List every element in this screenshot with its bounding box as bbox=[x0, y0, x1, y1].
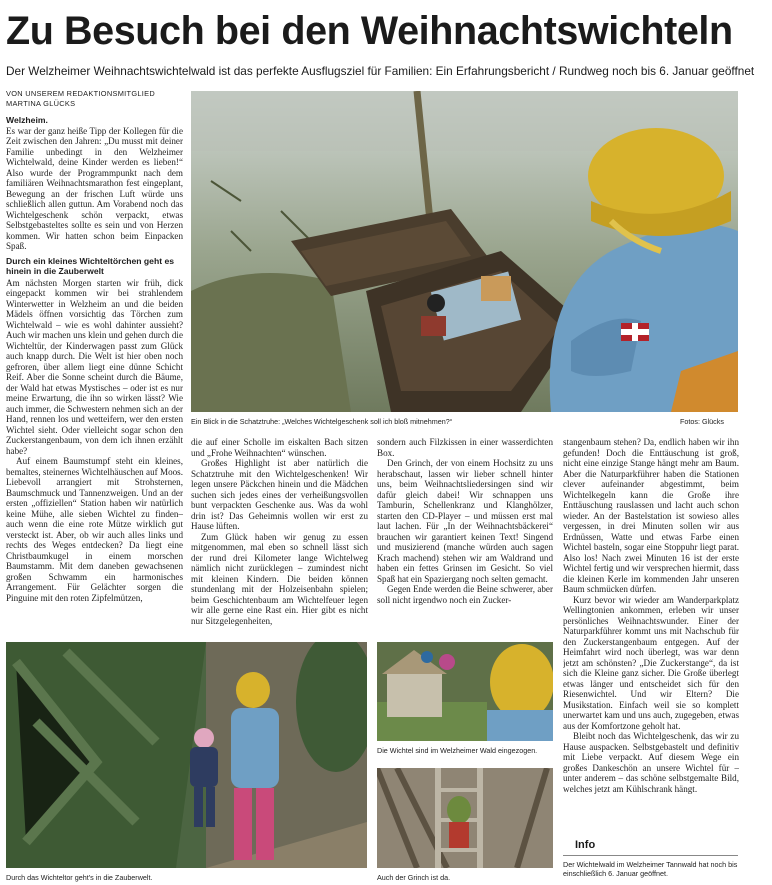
paragraph: stangenbaum stehen? Da, endlich haben wir ihn gefunden! Doch die Enttäuschung ist groß, nicht eine einzige Stange hängt mehr am Baum. Aber die Naturparkführer haben die Stationen clever aufeinander abgestimmt, beim Wichtelkegeln kann die Große ihre Enttäuschung rauslassen und lacht auch schon wieder. An der Bastelstation ist sowieso alles vergessen, in drei Minuten sollen wir aus Erdnüssen, Watte und etwas Farbe einen Wichtel basteln, sogar eine Stoppuhr liegt parat. Also los! Nach zwei Minuten 16 ist der erste Wichtel fertig und wir versprechen hiermit, dass die kleinen Kerle im kommenden Jahr unseren Baum schmücken dürfen. bbox=[563, 437, 739, 594]
dateline: Welzheim. bbox=[6, 115, 48, 125]
photo-wichtel-gate bbox=[6, 642, 367, 868]
wichtel-house-photo bbox=[377, 642, 553, 741]
paragraph: Großes Highlight ist aber natürlich die Schatztruhe mit den Wichtelgeschenken! Wir legen unsere Päckchen hinein und die Mädchen suchen sich jedes eines der verheißungsvollen bunt verpackten Geschenke aus. Was da wohl drin ist? Das Geheimnis wollen wir erst zu Hause lüften. bbox=[191, 458, 368, 531]
headline: Zu Besuch bei den Weihnachtswichteln bbox=[6, 9, 733, 53]
gate-photo-caption: Durch das Wichteltor geht’s in die Zauberwelt. bbox=[6, 873, 153, 882]
article-column-1 bbox=[6, 115, 183, 635]
paragraph: die auf einer Scholle im eiskalten Bach sitzen und „Frohe Weihnachten“ wünschen. bbox=[191, 437, 368, 458]
main-photo-caption: Ein Blick in die Schatztruhe: „Welches Wichtelgeschenk soll ich bloß mitnehmen?“ bbox=[191, 417, 453, 426]
info-heading: Info bbox=[563, 836, 738, 856]
wichtel-gate-photo bbox=[6, 642, 367, 868]
grinch-photo-caption: Auch der Grinch ist da. bbox=[377, 873, 451, 882]
paragraph: Es war der ganz heiße Tipp der Kollegen für die Zeit zwischen den Jahren: „Du musst mit deiner Familie unbedingt in den Welzheimer Wichtelwald, deine Kinder werden es lieben!“ Also wurde der Programmpunkt nach dem familiären Weihnachtsmarathon fest eingeplant, Bewegung an der frischen Luft würde uns schließlich allen guttun. Am Vorabend noch das Wichtelgeschenk schön verpackt, etwas Selbstgebasteltes sollte es sein und von Herzen kommen. Wir hatten schon beim Einpacken Spaß. bbox=[6, 125, 183, 251]
article-column-3 bbox=[377, 437, 553, 632]
main-photo-treasure-chest bbox=[191, 91, 738, 412]
subheading: Durch ein kleines Wichteltörchen geht es hinein in die Zauberwelt bbox=[6, 255, 175, 276]
photo-credit: Fotos: Glücks bbox=[680, 417, 724, 426]
paragraph: Zum Glück haben wir genug zu essen mitgenommen, mal eben so schnell lässt sich der rund drei Kilometer lange Wichtelweg nämlich nicht zurücklegen – zumindest nicht mit kleinen Kindern. Die beiden können stundenlang mit der Holzeisenbahn spielen; beim Geschichtenbaum am Wichtelfeuer legen wir alle gerne eine Rast ein. Hier gibt es nicht nur Sitzgelegenheiten, bbox=[191, 531, 368, 626]
grinch-photo bbox=[377, 768, 553, 868]
paragraph: Am nächsten Morgen starten wir früh, dick eingepackt kommen wir bei strahlendem Winterwetter in Welzheim an und die beiden Mädels öffnen vorsichtig das Törchen zum Wichtelwald – wie es wohl dahinter aussieht? Auch wir machen uns klein und gehen durch die Wichteltür, der Kinderwagen passt zum Glück auch knapp durch. Die Welt ist hier oben noch gefroren, über allem liegt eine dünne Schicht Reif. Aber die Sonne scheint durch die Bäume, der Wald hat etwas Mystisches – oder ist es nur meine Erwartung, die ihn so wirken lässt? Wie auch immer, die Schwestern nehmen sich an der Hand, rennen los und wetteifern, wer den ersten Wichtel sieht. Oder vielleicht sogar schon den Zuckerstangenbaum, von dem ich ihnen erzählt habe? bbox=[6, 277, 183, 456]
paragraph: Den Grinch, der von einem Hochsitz zu uns herabschaut, lassen wir lieber schnell hinter uns, beim Weihnachtsliedersingen sind wir dafür gleich dabei! Wir schnappen uns Tamburin, Schellenkranz und Klanghölzer, starten den CD-Player – und müssen erst mal laut lachen. Für „In der Weihnachtsbäckerei“ brauchen wir garantiert keinen Text! Singend und musizierend (manche würden auch sagen Krach machend) stehen wir am Waldrand und haben ein fettes Grinsen im Gesicht. So viel Spaß hat ein Spaziergang noch selten gemacht. bbox=[377, 458, 553, 584]
photo-wichtel-house bbox=[377, 642, 553, 741]
subheadline: Der Welzheimer Weihnachtswichtelwald ist das perfekte Ausflugsziel für Familien: Ein Erfahrungsbericht / Rundweg noch bis 6. Januar geöffnet bbox=[6, 64, 755, 78]
photo-grinch bbox=[377, 768, 553, 868]
paragraph: Auf einem Baumstumpf steht ein kleines, bemaltes, steinernes Wichtelhäuschen auf Moos. Liebevoll arrangiert mit Strohsternen, Baumschmuck und Tannenzweigen. Und an der ersten „offiziellen“ Station haben wir natürlich keine Mühe, alle sieben Wichtel zu finden– auch wenn die eine rote Mütze wirklich gut versteckt ist. Aber, ob wir auch alles links und rechts des Weges entdecken? Da liegt eine Christbaumkugel in einem morschen Baumstamm. Mit dem daneben gewachsenen großen Schwamm ein harmonisches Arrangement. Für Gelächter sorgen die Pinguine mit den roten Zipfelmützen, bbox=[6, 456, 183, 603]
article-column-2 bbox=[191, 437, 368, 632]
wichtel-photo-caption: Die Wichtel sind im Welzheimer Wald eingezogen. bbox=[377, 746, 538, 755]
treasure-chest-photo bbox=[191, 91, 738, 412]
paragraph: sondern auch Filzkissen in einer wasserdichten Box. bbox=[377, 437, 553, 458]
byline bbox=[6, 89, 186, 108]
byline-author: MARTINA GLÜCKS bbox=[6, 98, 76, 108]
paragraph: Kurz bevor wir wieder am Wanderparkplatz Wellingtonien ankommen, erleben wir unser persönliches Weihnachtswunder. Einer der Naturparkführer kommt uns mit Nachschub für den Zuckerstangenbaum entgegen. Auf der Heimfahrt wird noch überlegt, was war denn jetzt am schönsten? „Die Zuckerstange“, da ist sich die Kleine ganz sicher. Die Große überlegt etwas länger und entscheidet sich für den Riesenwichtel. Und wir Eltern? Die Musikstation. Einfach weil sie so komplett unerwartet kam und uns auch, zugegeben, etwas aus der Komfortzone geholt hat. bbox=[563, 594, 739, 731]
paragraph: Bleibt noch das Wichtelgeschenk, das wir zu Hause auspacken. Selbstgebastelt und definitiv mit Liebe verpackt. Auf diesem Wege ein großes Dankeschön an unsere Wichtel für – unter anderem – das schöne selbstgemalte Bild, welches jetzt am Kühlschrank hängt. bbox=[563, 731, 739, 794]
paragraph: Gegen Ende werden die Beine schwerer, aber soll nicht irgendwo noch ein Zucker- bbox=[377, 584, 553, 605]
article-column-4 bbox=[563, 437, 739, 835]
info-text: Der Wichtelwald im Welzheimer Tannwald hat noch bis einschließlich 6. Januar geöffnet. bbox=[563, 860, 738, 879]
byline-line-1: VON UNSEREM REDAKTIONSMITGLIED bbox=[6, 89, 156, 98]
